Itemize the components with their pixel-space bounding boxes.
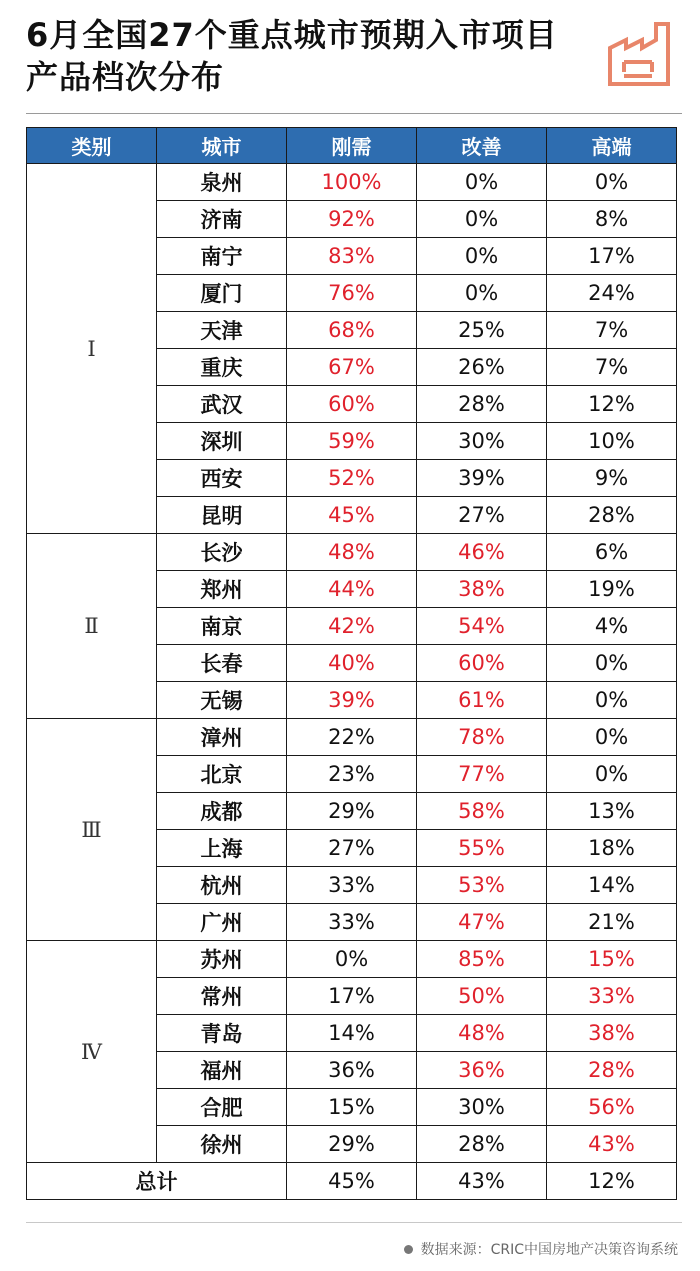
product-tier-table [26, 127, 677, 1200]
city-cell: 深圳 [157, 423, 287, 460]
upgrade-cell: 0% [417, 201, 547, 238]
high-end-cell: 0% [547, 756, 677, 793]
high-end-cell: 8% [547, 201, 677, 238]
city-cell: 合肥 [157, 1089, 287, 1126]
upgrade-cell: 27% [417, 497, 547, 534]
table-row [27, 164, 677, 201]
city-cell: 徐州 [157, 1126, 287, 1163]
upgrade-cell: 50% [417, 978, 547, 1015]
upgrade-cell: 38% [417, 571, 547, 608]
upgrade-cell: 28% [417, 1126, 547, 1163]
basic-demand-cell: 92% [287, 201, 417, 238]
upgrade-cell: 78% [417, 719, 547, 756]
high-end-cell: 0% [547, 645, 677, 682]
upgrade-cell: 46% [417, 534, 547, 571]
high-end-cell: 7% [547, 349, 677, 386]
city-cell: 厦门 [157, 275, 287, 312]
high-end-cell: 9% [547, 460, 677, 497]
high-end-cell: 0% [547, 682, 677, 719]
upgrade-cell: 0% [417, 164, 547, 201]
upgrade-cell: 53% [417, 867, 547, 904]
page-title: 6月全国27个重点城市预期入市项目产品档次分布 [26, 16, 558, 96]
high-end-cell: 17% [547, 238, 677, 275]
city-cell: 南宁 [157, 238, 287, 275]
high-end-cell: 19% [547, 571, 677, 608]
city-cell: 长春 [157, 645, 287, 682]
basic-demand-cell: 33% [287, 867, 417, 904]
title-divider [26, 113, 682, 114]
header-category: 类别 [27, 128, 157, 164]
basic-demand-cell: 52% [287, 460, 417, 497]
total-upgrade: 43% [417, 1163, 547, 1200]
city-cell: 广州 [157, 904, 287, 941]
total-high-end: 12% [547, 1163, 677, 1200]
basic-demand-cell: 48% [287, 534, 417, 571]
total-row [27, 1163, 677, 1200]
basic-demand-cell: 40% [287, 645, 417, 682]
basic-demand-cell: 29% [287, 1126, 417, 1163]
basic-demand-cell: 39% [287, 682, 417, 719]
city-cell: 天津 [157, 312, 287, 349]
table-row [27, 941, 677, 978]
basic-demand-cell: 14% [287, 1015, 417, 1052]
high-end-cell: 15% [547, 941, 677, 978]
table-body [27, 164, 677, 1200]
total-basic-demand: 45% [287, 1163, 417, 1200]
header-upgrade: 改善 [417, 128, 547, 164]
city-cell: 济南 [157, 201, 287, 238]
city-cell: 昆明 [157, 497, 287, 534]
source-note [404, 1239, 678, 1259]
basic-demand-cell: 0% [287, 941, 417, 978]
header-high-end: 高端 [547, 128, 677, 164]
upgrade-cell: 54% [417, 608, 547, 645]
basic-demand-cell: 23% [287, 756, 417, 793]
building-logo-icon [604, 18, 676, 90]
basic-demand-cell: 17% [287, 978, 417, 1015]
upgrade-cell: 48% [417, 1015, 547, 1052]
upgrade-cell: 36% [417, 1052, 547, 1089]
high-end-cell: 24% [547, 275, 677, 312]
city-cell: 北京 [157, 756, 287, 793]
basic-demand-cell: 67% [287, 349, 417, 386]
upgrade-cell: 26% [417, 349, 547, 386]
high-end-cell: 33% [547, 978, 677, 1015]
basic-demand-cell: 59% [287, 423, 417, 460]
basic-demand-cell: 100% [287, 164, 417, 201]
city-cell: 南京 [157, 608, 287, 645]
upgrade-cell: 30% [417, 423, 547, 460]
header-city: 城市 [157, 128, 287, 164]
source-text: 数据来源：CRIC中国房地产决策咨询系统 [420, 1242, 678, 1258]
basic-demand-cell: 36% [287, 1052, 417, 1089]
high-end-cell: 43% [547, 1126, 677, 1163]
upgrade-cell: 77% [417, 756, 547, 793]
bullet-dot-icon [404, 1245, 413, 1254]
high-end-cell: 12% [547, 386, 677, 423]
table-header-row [27, 128, 677, 164]
basic-demand-cell: 76% [287, 275, 417, 312]
high-end-cell: 18% [547, 830, 677, 867]
basic-demand-cell: 33% [287, 904, 417, 941]
table-row [27, 719, 677, 756]
city-cell: 成都 [157, 793, 287, 830]
upgrade-cell: 28% [417, 386, 547, 423]
upgrade-cell: 39% [417, 460, 547, 497]
basic-demand-cell: 45% [287, 497, 417, 534]
upgrade-cell: 55% [417, 830, 547, 867]
city-cell: 杭州 [157, 867, 287, 904]
table-row [27, 534, 677, 571]
high-end-cell: 10% [547, 423, 677, 460]
basic-demand-cell: 68% [287, 312, 417, 349]
basic-demand-cell: 15% [287, 1089, 417, 1126]
high-end-cell: 0% [547, 719, 677, 756]
category-label: Ⅲ [27, 719, 157, 941]
high-end-cell: 6% [547, 534, 677, 571]
upgrade-cell: 85% [417, 941, 547, 978]
city-cell: 泉州 [157, 164, 287, 201]
high-end-cell: 14% [547, 867, 677, 904]
basic-demand-cell: 42% [287, 608, 417, 645]
high-end-cell: 28% [547, 1052, 677, 1089]
footer-divider [26, 1222, 682, 1223]
high-end-cell: 56% [547, 1089, 677, 1126]
upgrade-cell: 0% [417, 238, 547, 275]
city-cell: 长沙 [157, 534, 287, 571]
upgrade-cell: 60% [417, 645, 547, 682]
basic-demand-cell: 44% [287, 571, 417, 608]
basic-demand-cell: 83% [287, 238, 417, 275]
basic-demand-cell: 60% [287, 386, 417, 423]
upgrade-cell: 47% [417, 904, 547, 941]
high-end-cell: 21% [547, 904, 677, 941]
city-cell: 重庆 [157, 349, 287, 386]
high-end-cell: 0% [547, 164, 677, 201]
city-cell: 福州 [157, 1052, 287, 1089]
city-cell: 上海 [157, 830, 287, 867]
upgrade-cell: 30% [417, 1089, 547, 1126]
city-cell: 漳州 [157, 719, 287, 756]
high-end-cell: 7% [547, 312, 677, 349]
city-cell: 郑州 [157, 571, 287, 608]
upgrade-cell: 61% [417, 682, 547, 719]
basic-demand-cell: 27% [287, 830, 417, 867]
city-cell: 常州 [157, 978, 287, 1015]
basic-demand-cell: 29% [287, 793, 417, 830]
category-label: Ⅳ [27, 941, 157, 1163]
upgrade-cell: 58% [417, 793, 547, 830]
high-end-cell: 38% [547, 1015, 677, 1052]
city-cell: 苏州 [157, 941, 287, 978]
city-cell: 无锡 [157, 682, 287, 719]
high-end-cell: 28% [547, 497, 677, 534]
upgrade-cell: 25% [417, 312, 547, 349]
city-cell: 青岛 [157, 1015, 287, 1052]
city-cell: 西安 [157, 460, 287, 497]
basic-demand-cell: 22% [287, 719, 417, 756]
category-label: Ⅰ [27, 164, 157, 534]
header-basic-demand: 刚需 [287, 128, 417, 164]
city-cell: 武汉 [157, 386, 287, 423]
upgrade-cell: 0% [417, 275, 547, 312]
high-end-cell: 13% [547, 793, 677, 830]
category-label: Ⅱ [27, 534, 157, 719]
total-label: 总计 [27, 1163, 287, 1200]
high-end-cell: 4% [547, 608, 677, 645]
